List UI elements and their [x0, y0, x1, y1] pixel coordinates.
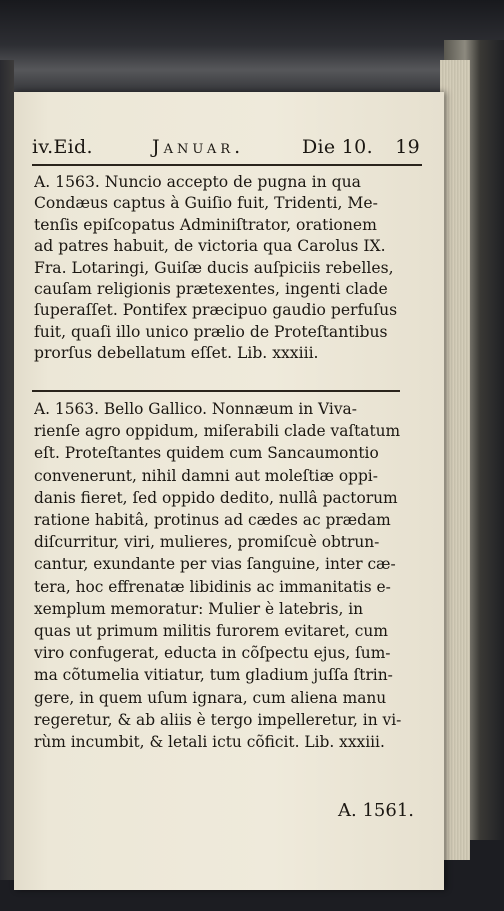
text-line: cauſam religionis prætexentes, ingenti clade [34, 280, 388, 299]
text-line: prorſus debellatum eſſet. Lib. xxxiii. [34, 344, 319, 363]
entry-2 [34, 398, 406, 753]
text-line: rùm incumbit, & letali ictu cõficit. Lib. xxxiii. [34, 733, 385, 752]
text-line: quas ut primum militis furorem evitaret, cum [34, 622, 388, 641]
text-line: eſt. Proteſtantes quidem cum Sancaumontio [34, 444, 379, 463]
text-line: danis fieret, ſed oppido dedito, nullâ pactorum [34, 488, 398, 507]
text-line: rienſe agro oppidum, miſerabili clade vaſtatum [34, 422, 401, 441]
text-line: ma cõtumelia vitiatur, tum gladium juſſa ſtrin- [34, 666, 393, 685]
text-line: tera, hoc effrenatæ libidinis ac immanitatis e- [34, 577, 391, 596]
text-line: ad patres habuit, de victoria qua Carolus IX. [34, 237, 386, 256]
text-line: Fra. Lotaringi, Guiſæ ducis auſpiciis rebelles, [34, 258, 394, 277]
header-eid: iv.Eid. [32, 136, 93, 158]
text-line: fuit, quaſi illo unico prælio de Proteſtantibus [34, 322, 388, 341]
text-line: xemplum memoratur: Mulier è latebris, in [34, 599, 364, 618]
text-line: convenerunt, nihil damni aut moleſtiæ oppi- [34, 466, 378, 485]
book-page [14, 92, 444, 890]
text-line: tenſis epiſcopatus Adminiſtrator, orationem [34, 215, 377, 234]
text-line: Condæus captus à Guiſio fuit, Tridenti, Me- [34, 194, 378, 213]
catchword: A. 1561. [338, 800, 414, 821]
running-header [32, 136, 432, 158]
page-number: 19 [395, 136, 420, 158]
text-line: ratione habitâ, protinus ad cædes ac prædam [34, 511, 391, 530]
text-line: cantur, exundante per vias ſanguine, inter cæ- [34, 555, 396, 574]
entry-1 [34, 172, 406, 365]
header-rule [32, 164, 422, 166]
page-edges [440, 60, 470, 860]
text-line: viro confugerat, educta in cõſpectu ejus, ſum- [34, 644, 391, 663]
text-line: A. 1563. Nuncio accepto de pugna in qua [34, 173, 361, 191]
book-top-edge [0, 0, 504, 100]
text-line: gere, in quem uſum ignara, cum aliena manu [34, 688, 387, 707]
header-month: Januar. [152, 136, 245, 158]
text-line: diſcurritur, viri, mulieres, promiſcuè obtrun- [34, 533, 380, 552]
text-line: A. 1563. Bello Gallico. Nonnæum in Viva- [34, 400, 357, 418]
section-divider [32, 390, 400, 392]
text-line: ſuperaſſet. Pontifex præcipuo gaudio perfuſus [34, 301, 398, 320]
text-line: regeretur, & ab aliis è tergo impelleretur, in vi- [34, 710, 402, 729]
header-day: Die 10. [302, 136, 373, 158]
book-spine [0, 60, 14, 880]
